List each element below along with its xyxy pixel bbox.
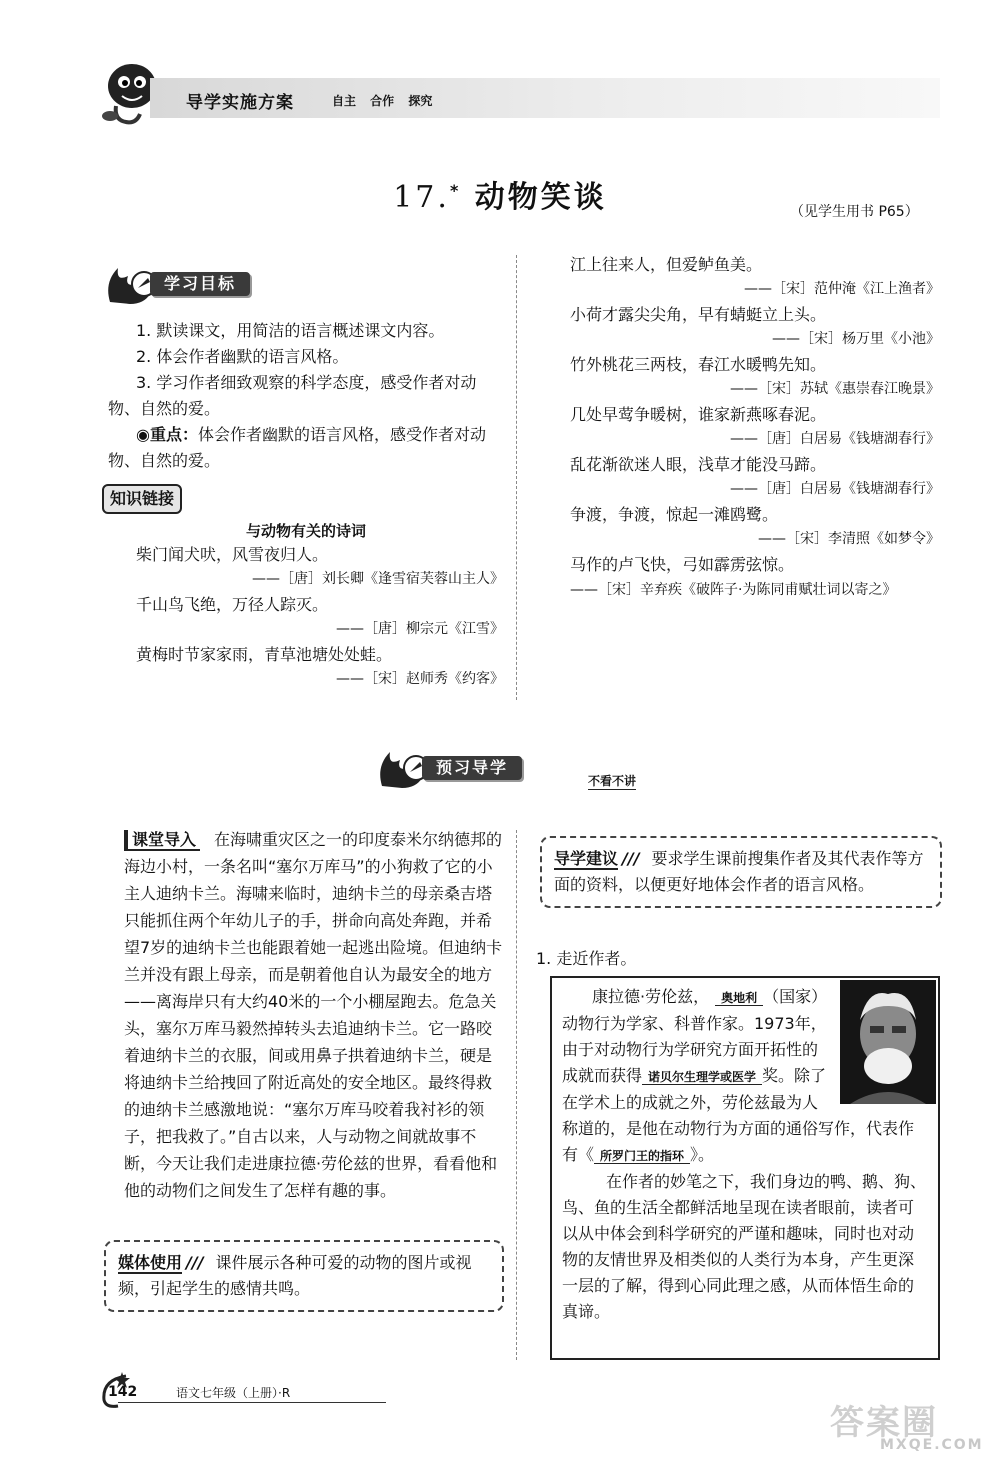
goal-item: 2. 体会作者幽默的语言风格。 (136, 347, 349, 366)
media-note-box (104, 1240, 504, 1312)
poem-line: 竹外桃花三两枝，春江水暖鸭先知。 (570, 355, 827, 374)
media-text: 课件展示各种可爱的动物的图片或视频，引起学生的感情共鸣。 (118, 1253, 472, 1298)
author-box (550, 976, 940, 1360)
poem-line: 争渡，争渡，惊起一滩鸥鹭。 (570, 505, 779, 524)
goals-banner (104, 262, 324, 302)
author-text-d: 》。 (690, 1145, 715, 1164)
poem-line: 几处早莺争暖树，谁家新燕啄春泥。 (570, 405, 827, 424)
column-divider (516, 830, 517, 1360)
lesson-number: 17. (393, 180, 450, 215)
goal-item: 3. 学习作者细致观察的科学态度，感受作者对动物、自然的爱。 (108, 373, 477, 418)
knowledge-heading: 与动物有关的诗词 (245, 522, 366, 540)
page-number: 142 (108, 1384, 138, 1400)
suggestion-text: 要求学生课前搜集作者及其代表作等方面的资料，以便更好地体会作者的语言风格。 (554, 849, 924, 894)
goals-banner-label: 学习目标 (150, 272, 250, 296)
header-title: 导学实施方案 (186, 93, 294, 113)
poem-line: 乱花渐欲迷人眼，浅草才能没马蹄。 (570, 455, 827, 474)
suggestion-note-box (540, 836, 942, 908)
author-paragraph-2: 在作者的妙笔之下，我们身边的鸭、鹅、狗、鸟、鱼的生活全都鲜活地呈现在读者眼前，读者可以从中体会到科学研究的严谨和趣味，同时也对动物的友情世界及相类似的人类行为本身，产生更深一层的了解，得到心同此理之感，从而体悟生命的真谛。 (562, 1172, 927, 1321)
poem-line: 小荷才露尖尖角，早有蜻蜓立上头。 (570, 305, 827, 324)
preview-banner-subtitle: 不看不讲 (588, 774, 637, 788)
watermark-logo: 答案圈 (830, 1403, 938, 1443)
poem-attribution: ——［唐］白居易《钱塘湖春行》 (730, 481, 940, 497)
fill-prize: 诺贝尔生理学或医学 (642, 1070, 762, 1085)
lesson-reference: （见学生用书 P65） (790, 204, 919, 220)
goals-list (108, 318, 504, 474)
intro-paragraph (124, 826, 504, 1204)
footer-text: 语文七年级（上册）·R (176, 1386, 291, 1400)
knowledge-label: 知识链接 (102, 484, 182, 514)
lesson-star: * (449, 181, 462, 200)
fill-book: 所罗门王的指环 (594, 1149, 690, 1164)
slash-marks: /// (186, 1253, 204, 1272)
author-text-a: 康拉德·劳伦兹， (592, 987, 710, 1006)
fill-country: 奥地利 (715, 991, 763, 1006)
poem-attribution: ——［宋］辛弃疾《破阵子·为陈同甫赋壮词以寄之》 (570, 582, 897, 598)
goal-key-label: ◉重点： (136, 425, 198, 444)
intro-label: 课堂导入 (124, 830, 200, 851)
poem-attribution: ——［唐］刘长卿《逢雪宿芙蓉山主人》 (252, 571, 504, 587)
author-heading: 1. 走近作者。 (536, 949, 637, 968)
intro-text: 在海啸重灾区之一的印度泰米尔纳德邦的海边小村，一条名叫“塞尔万库马”的小狗救了它的小主人迪纳卡兰。海啸来临时，迪纳卡兰的母亲桑吉塔只能抓住两个年幼儿子的手，拼命向高处奔跑，并希望7岁的迪纳卡兰也能跟着她一起逃出险境。但迪纳卡兰并没有跟上母亲，而是朝着他自认为最安全的地方——离海岸只有大约40米的一个小棚屋跑去。危急关头，塞尔万库马毅然掉转头去追迪纳卡兰。它一路咬着迪纳卡兰的衣服，间或用鼻子拱着迪纳卡兰，硬是将迪纳卡兰给拽回了附近高处的安全地区。最终得救的迪纳卡兰感激地说：“塞尔万库马咬着我衬衫的领子，把我救了。”自古以来，人与动物之间就故事不断，今天让我们走进康拉德·劳伦兹的世界，看看他和他的动物们之间发生了怎样有趣的事。 (124, 830, 503, 1200)
poem-line: 黄梅时节家家雨，青草池塘处处蛙。 (136, 645, 393, 664)
poem-line: 江上往来人，但爱鲈鱼美。 (570, 255, 763, 274)
preview-banner-label: 预习导学 (422, 756, 522, 780)
watermark-url: MXQE.COM (880, 1437, 984, 1453)
poem-line: 柴门闻犬吠，风雪夜归人。 (136, 545, 329, 564)
author-text-b: （国家）动物行为学家、科普作家。1973年，由于对动物行为学研究方面开拓性的成就而获得 (562, 987, 828, 1085)
column-divider (516, 255, 517, 700)
author-photo (840, 980, 936, 1104)
left-poem-list (108, 542, 504, 688)
poem-attribution: ——［唐］白居易《钱塘湖春行》 (730, 431, 940, 447)
goal-item: 1. 默读课文，用简洁的语言概述课文内容。 (136, 321, 445, 340)
poem-attribution: ——［宋］杨万里《小池》 (772, 331, 940, 347)
poem-attribution: ——［宋］苏轼《惠崇春江晚景》 (730, 381, 940, 397)
slash-marks: /// (622, 849, 640, 868)
header-subtitle: 自主 合作 探究 (332, 94, 433, 108)
lesson-name: 动物笑谈 (474, 180, 607, 215)
goal-key-point (108, 422, 504, 474)
poem-line: 千山鸟飞绝，万径人踪灭。 (136, 595, 329, 614)
preview-banner (376, 746, 676, 786)
suggestion-label: 导学建议 (554, 849, 619, 868)
footer-line (118, 1402, 386, 1403)
poem-attribution: ——［宋］范仲淹《江上渔者》 (744, 281, 940, 297)
poem-attribution: ——［宋］李清照《如梦令》 (758, 531, 940, 547)
poem-line: 马作的卢飞快，弓如霹雳弦惊。 (570, 555, 795, 574)
right-poem-list (540, 252, 940, 602)
goal-key-text: 体会作者幽默的语言风格，感受作者对动物、自然的爱。 (108, 425, 486, 470)
media-label: 媒体使用 (118, 1253, 183, 1272)
author-text-c: 奖。除了在学术上的成就之外，劳伦兹最为人称道的，是他在动物行为方面的通俗写作，代表作有《 (562, 1066, 915, 1164)
poem-attribution: ——［宋］赵师秀《约客》 (336, 671, 504, 687)
poem-attribution: ——［唐］柳宗元《江雪》 (336, 621, 504, 637)
